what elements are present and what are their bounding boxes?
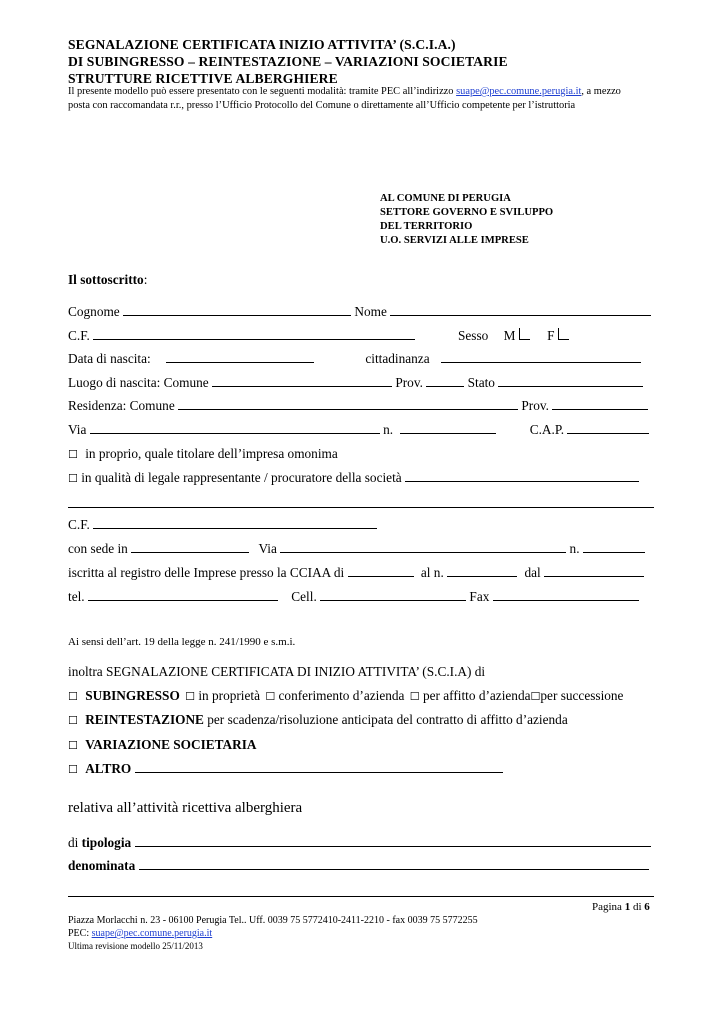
document-title-line-2: DI SUBINGRESSO – REINTESTAZIONE – VARIAZIONI SOCIETARIE <box>68 54 508 69</box>
data-nascita-field[interactable] <box>166 351 314 363</box>
signer-colon: : <box>143 272 148 287</box>
row-registro <box>68 565 644 581</box>
societa-field[interactable] <box>405 470 639 482</box>
nome-field[interactable] <box>390 304 651 316</box>
row-nascita <box>68 351 641 367</box>
row-cf-societa <box>68 517 377 533</box>
row-contatti <box>68 589 639 605</box>
cap-label: C.A.P. <box>529 422 565 437</box>
sesso-label: Sesso <box>458 328 489 343</box>
sub-successione-label: per successione <box>540 688 624 703</box>
footer-revision: Ultima revisione modello 25/11/2013 <box>68 941 203 951</box>
via-sede-label: Via <box>258 541 277 556</box>
stato-field[interactable] <box>498 375 643 387</box>
sesso-m-checkbox[interactable] <box>519 328 530 340</box>
inoltra-text: inoltra SEGNALAZIONE CERTIFICATA DI INIZIO ATTIVITA’ (S.C.I.A) di <box>68 664 486 679</box>
cf-societa-field[interactable] <box>93 517 377 529</box>
sub-affitto-checkbox[interactable]: ☐ <box>409 690 420 703</box>
subingresso-checkbox[interactable]: ☐ <box>68 690 78 703</box>
row-via <box>68 422 649 438</box>
sesso-m-label: M <box>503 328 516 343</box>
intro-line-1 <box>68 86 621 97</box>
row-cognome-nome <box>68 304 651 320</box>
pec-email-link[interactable]: suape@pec.comune.perugia.it <box>456 86 582 97</box>
recipient-line-1: AL COMUNE DI PERUGIA <box>380 193 511 204</box>
tel-field[interactable] <box>88 589 278 601</box>
titolare-label: in proprio, quale titolare dell’impresa omonima <box>85 446 338 461</box>
row-luogo-nascita <box>68 375 643 391</box>
sub-conferimento-label: conferimento d’azienda <box>278 688 405 703</box>
page-total: 6 <box>644 901 650 913</box>
fax-field[interactable] <box>493 589 639 601</box>
dal-label: dal <box>524 565 541 580</box>
option-titolare[interactable] <box>68 446 338 462</box>
recipient-line-2: SETTORE GOVERNO E SVILUPPO <box>380 207 554 218</box>
sede-field[interactable] <box>131 541 249 553</box>
sub-conferimento-checkbox[interactable]: ☐ <box>265 690 276 703</box>
cf-label: C.F. <box>68 328 90 343</box>
relativa-text: relativa all’attività ricettiva alberghiera <box>68 800 303 816</box>
cognome-field[interactable] <box>123 304 351 316</box>
fax-label: Fax <box>469 589 490 604</box>
row-residenza <box>68 398 648 414</box>
option-subingresso <box>68 688 623 704</box>
prov-res-field[interactable] <box>552 398 648 410</box>
cittadinanza-label: cittadinanza <box>365 351 430 366</box>
cap-field[interactable] <box>567 422 649 434</box>
page-number <box>592 901 650 913</box>
denominata-label: denominata <box>68 858 136 873</box>
footer-divider <box>68 896 654 897</box>
legge-reference: Ai sensi dell’art. 19 della legge n. 241/1990 e s.m.i. <box>68 636 296 648</box>
nome-label: Nome <box>354 304 387 319</box>
recipient-line-3: DEL TERRITORIO <box>380 221 473 232</box>
di-label: di <box>68 835 82 850</box>
via-field[interactable] <box>90 422 380 434</box>
intro-text-end: , a mezzo <box>581 86 621 97</box>
tipologia-label: tipologia <box>81 835 132 850</box>
option-altro <box>68 761 503 777</box>
altro-field[interactable] <box>135 761 503 773</box>
prov-res-label: Prov. <box>521 398 549 413</box>
via-sede-field[interactable] <box>280 541 566 553</box>
legale-checkbox[interactable]: ☐ <box>68 472 78 485</box>
sede-label: con sede in <box>68 541 128 556</box>
sub-affitto-label: per affitto d’azienda <box>422 688 531 703</box>
cell-label: Cell. <box>291 589 317 604</box>
sub-proprieta-label: in proprietà <box>198 688 260 703</box>
cognome-label: Cognome <box>68 304 120 319</box>
cell-field[interactable] <box>320 589 466 601</box>
tel-label: tel. <box>68 589 85 604</box>
luogo-nascita-label: Luogo di nascita: Comune <box>68 375 209 390</box>
option-legale[interactable] <box>68 470 639 486</box>
page-current: 1 <box>624 901 631 913</box>
numero-field[interactable] <box>400 422 496 434</box>
row-cf-sesso <box>68 328 415 344</box>
sesso-f-label: F <box>547 328 555 343</box>
data-nascita-label: Data di nascita: <box>68 351 151 366</box>
footer-pec <box>68 928 212 939</box>
numero-sede-field[interactable] <box>583 541 645 553</box>
via-label: Via <box>68 422 87 437</box>
societa-name-line[interactable] <box>68 507 654 508</box>
footer-address: Piazza Morlacchi n. 23 - 06100 Perugia Tel.. Uff. 0039 75 5772410-2411-2210 - fax 0039 75 5772255 <box>68 915 478 926</box>
tipologia-field[interactable] <box>135 835 651 847</box>
row-sede <box>68 541 645 557</box>
titolare-checkbox[interactable]: ☐ <box>68 448 78 461</box>
document-title-line-3: STRUTTURE RICETTIVE ALBERGHIERE <box>68 71 338 86</box>
cf-field[interactable] <box>93 328 415 340</box>
row-tipologia <box>68 835 651 851</box>
dal-field[interactable] <box>544 565 644 577</box>
variazione-checkbox[interactable]: ☐ <box>68 739 78 752</box>
altro-label: ALTRO <box>85 761 132 776</box>
footer-pec-link[interactable]: suape@pec.comune.perugia.it <box>91 928 213 939</box>
document-title-line-1: SEGNALAZIONE CERTIFICATA INIZIO ATTIVITA’ (S.C.I.A.) <box>68 37 456 52</box>
sesso-f-checkbox[interactable] <box>558 328 569 340</box>
numero-sede-label: n. <box>569 541 580 556</box>
sub-successione-checkbox[interactable]: ☐ <box>530 690 541 703</box>
reintestazione-checkbox[interactable]: ☐ <box>68 714 78 727</box>
prov-field[interactable] <box>426 375 464 387</box>
signer-heading <box>68 272 147 288</box>
legale-label: in qualità di legale rappresentante / procuratore della società <box>81 470 402 485</box>
al-n-label: al n. <box>420 565 444 580</box>
intro-text: Il presente modello può essere presentato con le seguenti modalità: tramite PEC all’indirizzo <box>68 86 457 97</box>
sub-proprieta-checkbox[interactable]: ☐ <box>185 690 195 703</box>
recipient-line-4: U.O. SERVIZI ALLE IMPRESE <box>380 235 529 246</box>
page-label: Pagina <box>592 901 625 913</box>
intro-line-2: posta con raccomandata r.r., presso l’Ufficio Protocollo del Comune o direttamente all’Ufficio competente per l’istruttoria <box>68 100 576 111</box>
al-n-field[interactable] <box>447 565 517 577</box>
variazione-label: VARIAZIONE SOCIETARIA <box>85 737 257 752</box>
subingresso-label: SUBINGRESSO <box>85 688 180 703</box>
denominata-field[interactable] <box>139 858 649 870</box>
cf-societa-label: C.F. <box>68 517 90 532</box>
page-of: di <box>630 901 645 913</box>
stato-label: Stato <box>467 375 495 390</box>
reintestazione-label: REINTESTAZIONE <box>85 712 204 727</box>
altro-checkbox[interactable]: ☐ <box>68 763 78 776</box>
option-reintestazione <box>68 712 568 728</box>
luogo-nascita-field[interactable] <box>212 375 392 387</box>
cittadinanza-field[interactable] <box>441 351 641 363</box>
residenza-label: Residenza: Comune <box>68 398 175 413</box>
registro-label: iscritta al registro delle Imprese presso la CCIAA di <box>68 565 345 580</box>
numero-label: n. <box>383 422 394 437</box>
sesso-group <box>458 328 569 344</box>
row-denominata <box>68 858 649 874</box>
residenza-field[interactable] <box>178 398 518 410</box>
prov-label: Prov. <box>395 375 423 390</box>
reintestazione-text: per scadenza/risoluzione anticipata del contratto di affitto d’azienda <box>203 712 568 727</box>
cciaa-field[interactable] <box>348 565 414 577</box>
option-variazione <box>68 737 257 753</box>
footer-pec-label: PEC: <box>68 928 92 939</box>
signer-label: Il sottoscritto <box>68 272 144 287</box>
